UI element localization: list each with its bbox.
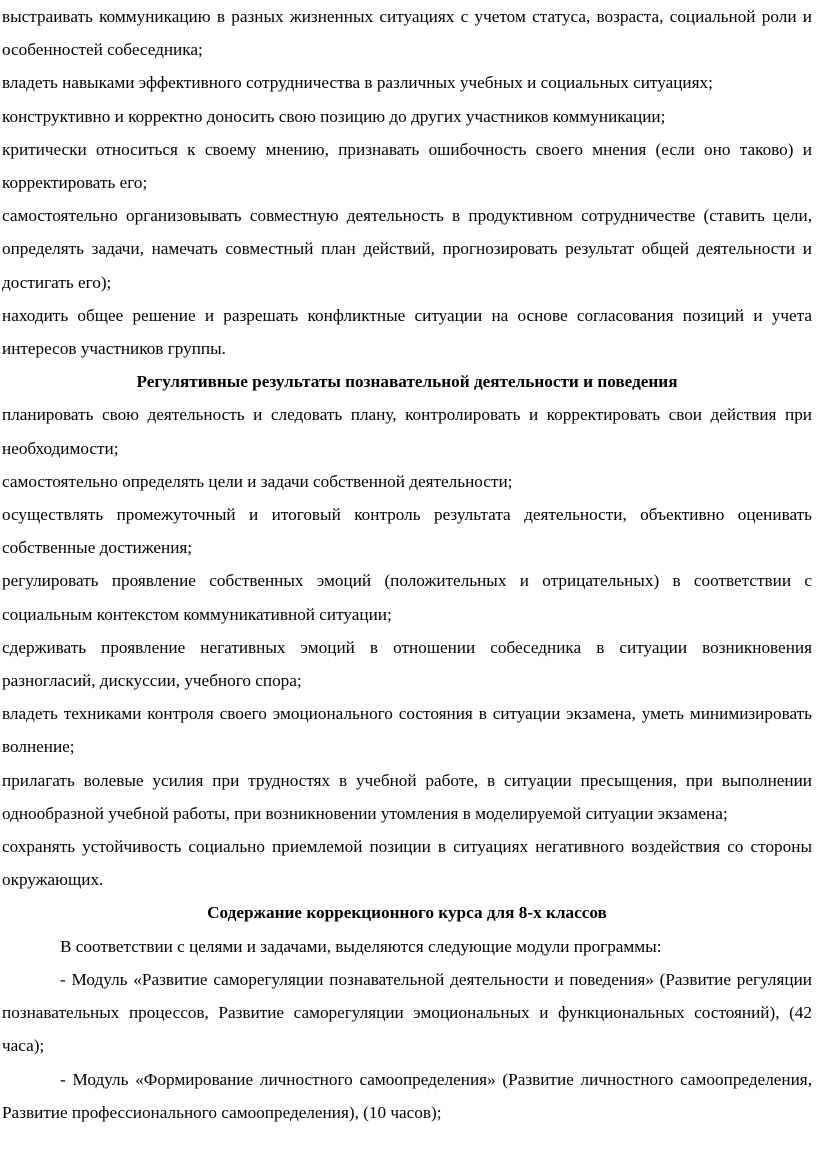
regulatory-item-3: осуществлять промежуточный и итоговый контроль результата деятельности, объективно оценивать собственные достижения; <box>2 505 812 558</box>
regulatory-item-7: прилагать волевые усилия при трудностях в учебной работе, в ситуации пресыщения, при выполнении однообразной учебной работы, при возникновении утомления в моделируемой ситуации экзамена; <box>2 770 812 823</box>
regulatory-item-8: сохранять устойчивость социально приемлемой позиции в ситуациях негативного воздействия со стороны окружающих. <box>2 837 812 890</box>
comm-item-6: находить общее решение и разрешать конфликтные ситуации на основе согласования позиций и учета интересов участников группы. <box>2 305 812 359</box>
course-intro: В соответствии с целями и задачами, выделяются следующие модули программы: <box>60 936 662 956</box>
regulatory-item-1: планировать свою деятельность и следовать плану, контролировать и корректировать свои действия при необходимости; <box>2 405 812 458</box>
comm-item-4: критически относиться к своему мнению, признавать ошибочность своего мнения (если оно таково) и корректировать его; <box>2 139 812 193</box>
regulatory-item-6: владеть техниками контроля своего эмоционального состояния в ситуации экзамена, уметь минимизировать волнение; <box>2 704 812 757</box>
regulatory-item-4: регулировать проявление собственных эмоций (положительных и отрицательных) в соответствии с социальным контекстом коммуникативной ситуации; <box>2 571 812 624</box>
comm-item-1: выстраивать коммуникацию в разных жизненных ситуациях с учетом статуса, возраста, социальной роли и особенностей собеседника; <box>2 7 812 60</box>
course-module-1: - Модуль «Развитие саморегуляции познавательной деятельности и поведения» (Развитие регуляции познавательных процессов, Развитие саморегуляции эмоциональных и функциональных состояний), (42 часа); <box>2 969 812 1056</box>
regulatory-item-5: сдерживать проявление негативных эмоций в отношении собеседника в ситуации возникновения разногласий, дискуссии, учебного спора; <box>2 637 812 691</box>
course-heading: Содержание коррекционного курса для 8-х классов <box>207 903 607 923</box>
regulatory-item-2: самостоятельно определять цели и задачи собственной деятельности; <box>2 471 513 491</box>
regulatory-heading: Регулятивные результаты познавательной деятельности и поведения <box>136 372 678 392</box>
comm-item-2: владеть навыками эффективного сотрудничества в различных учебных и социальных ситуациях; <box>2 73 713 93</box>
comm-item-5: самостоятельно организовывать совместную деятельность в продуктивном сотрудничестве (ставить цели, определять задачи, намечать совместный план действий, прогнозировать результат общей деятельности и достигать его); <box>2 206 812 292</box>
comm-item-3: конструктивно и корректно доносить свою позицию до других участников коммуникации; <box>2 106 666 126</box>
course-module-2: - Модуль «Формирование личностного самоопределения» (Развитие личностного самоопределения, Развитие профессионального самоопределения), (10 часов); <box>2 1069 812 1122</box>
